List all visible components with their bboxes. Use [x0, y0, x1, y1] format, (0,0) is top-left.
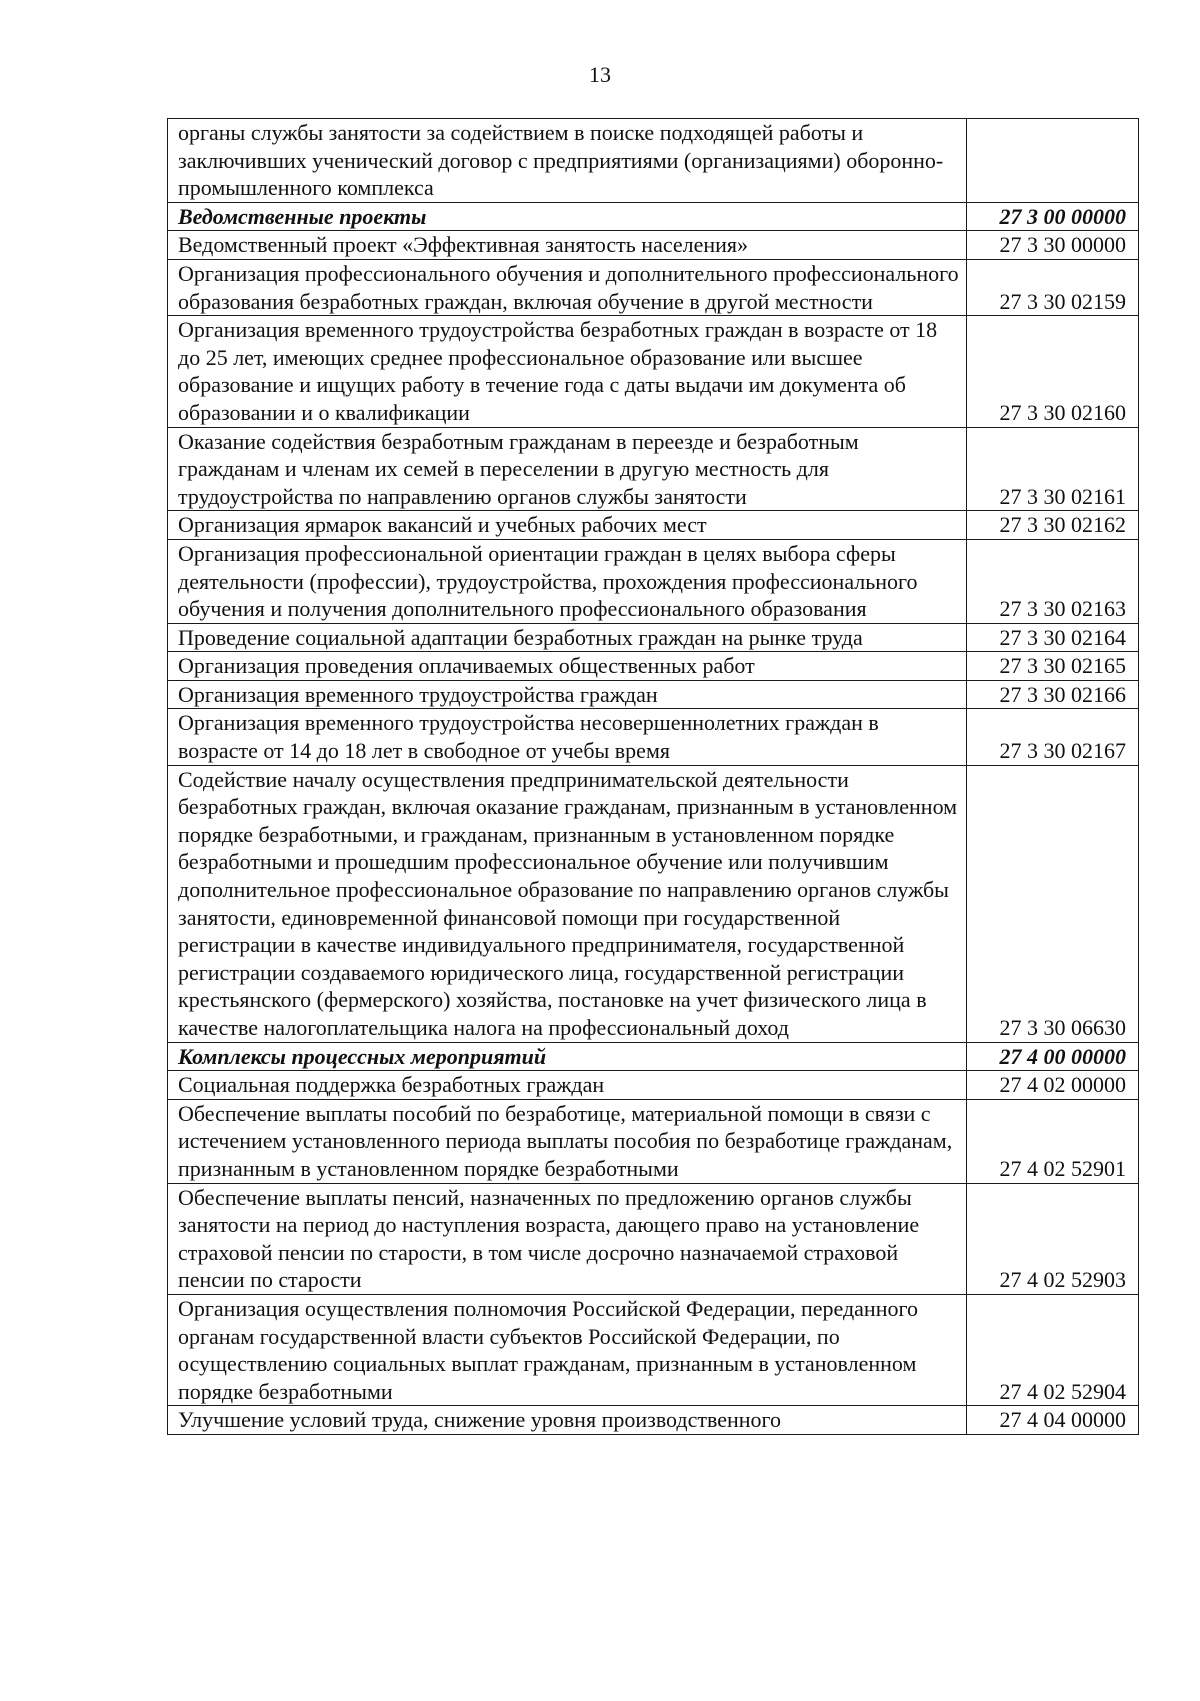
row-code: 27 4 02 52904: [967, 1294, 1139, 1405]
table-row: [168, 427, 1139, 511]
row-name: органы службы занятости за содействием в поиске подходящей работы и заключивших ученический договор с предприятиями (организациями) оборонно-промышленного комплекса: [168, 119, 967, 203]
row-name: Проведение социальной адаптации безработных граждан на рынке труда: [168, 623, 967, 652]
row-code: 27 3 30 02162: [967, 511, 1139, 540]
row-code: 27 4 02 00000: [967, 1071, 1139, 1100]
table-row: [168, 511, 1139, 540]
row-code: 27 3 30 00000: [967, 231, 1139, 260]
row-code: 27 3 00 00000: [967, 202, 1139, 231]
row-name: Организация ярмарок вакансий и учебных рабочих мест: [168, 511, 967, 540]
row-code: 27 3 30 02161: [967, 427, 1139, 511]
row-code: 27 3 30 02165: [967, 652, 1139, 681]
table-row: [168, 1099, 1139, 1183]
page-number: 13: [589, 62, 611, 87]
table-row: [168, 1183, 1139, 1294]
table-row: [168, 623, 1139, 652]
row-code: 27 3 30 02167: [967, 709, 1139, 765]
table-row: [168, 539, 1139, 623]
table-row: [168, 259, 1139, 315]
table-row: [168, 316, 1139, 427]
row-code: 27 4 02 52901: [967, 1099, 1139, 1183]
row-code: 27 4 00 00000: [967, 1042, 1139, 1071]
row-name: Организация профессионального обучения и дополнительного профессионального образования безработных граждан, включая обучение в другой местности: [168, 259, 967, 315]
row-name: Организация осуществления полномочия Российской Федерации, переданного органам государственной власти субъектов Российской Федерации, по осуществлению социальных выплат гражданам, признанным в установленном порядке безработными: [168, 1294, 967, 1405]
table-row: [168, 231, 1139, 260]
row-code: 27 3 30 02164: [967, 623, 1139, 652]
table-row: [168, 652, 1139, 681]
row-code: 27 3 30 02159: [967, 259, 1139, 315]
table-row: [168, 1294, 1139, 1405]
row-name: Улучшение условий труда, снижение уровня производственного: [168, 1406, 967, 1435]
row-name: Ведомственный проект «Эффективная занятость населения»: [168, 231, 967, 260]
row-name: Организация проведения оплачиваемых общественных работ: [168, 652, 967, 681]
row-code: [967, 119, 1139, 203]
row-name: Организация временного трудоустройства несовершеннолетних граждан в возрасте от 14 до 18 лет в свободное от учебы время: [168, 709, 967, 765]
row-name: Организация временного трудоустройства безработных граждан в возрасте от 18 до 25 лет, имеющих среднее профессиональное образование или высшее образование и ищущих работу в течение года с даты выдачи им документа об образовании и о квалификации: [168, 316, 967, 427]
section-heading-row: [168, 202, 1139, 231]
row-name: Содействие началу осуществления предпринимательской деятельности безработных граждан, включая оказание гражданам, признанным в установленном порядке безработными, и гражданам, признанным в установленном порядке безработными и прошедшим профессиональное обучение или получившим дополнительное профессиональное образование по направлению органов службы занятости, единовременной финансовой помощи при государственной регистрации в качестве индивидуального предпринимателя, государственной регистрации создаваемого юридического лица, государственной регистрации крестьянского (фермерского) хозяйства, постановке на учет физического лица в качестве налогоплательщика налога на профессиональный доход: [168, 765, 967, 1042]
row-code: 27 4 04 00000: [967, 1406, 1139, 1435]
table-row: [168, 1071, 1139, 1100]
row-name: Социальная поддержка безработных граждан: [168, 1071, 967, 1100]
table-body: [168, 119, 1139, 1435]
row-name: Ведомственные проекты: [168, 202, 967, 231]
row-code: 27 3 30 02163: [967, 539, 1139, 623]
table-row: [168, 1406, 1139, 1435]
row-code: 27 3 30 02160: [967, 316, 1139, 427]
section-heading-row: [168, 1042, 1139, 1071]
table-row: [168, 680, 1139, 709]
row-name: Организация временного трудоустройства граждан: [168, 680, 967, 709]
row-code: 27 3 30 06630: [967, 765, 1139, 1042]
row-name: Обеспечение выплаты пенсий, назначенных по предложению органов службы занятости на период до наступления возраста, дающего право на установление страховой пенсии по старости, в том числе досрочно назначаемой страховой пенсии по старости: [168, 1183, 967, 1294]
table-row: [168, 765, 1139, 1042]
row-name: Организация профессиональной ориентации граждан в целях выбора сферы деятельности (профессии), трудоустройства, прохождения профессионального обучения и получения дополнительного профессионального образования: [168, 539, 967, 623]
table-row: [168, 119, 1139, 203]
row-name: Обеспечение выплаты пособий по безработице, материальной помощи в связи с истечением установленного периода выплаты пособия по безработице гражданам, признанным в установленном порядке безработными: [168, 1099, 967, 1183]
budget-classification-table: [167, 118, 1139, 1435]
row-name: Комплексы процессных мероприятий: [168, 1042, 967, 1071]
table-row: [168, 709, 1139, 765]
row-name: Оказание содействия безработным гражданам в переезде и безработным гражданам и членам их семей в переселении в другую местность для трудоустройства по направлению органов службы занятости: [168, 427, 967, 511]
row-code: 27 3 30 02166: [967, 680, 1139, 709]
row-code: 27 4 02 52903: [967, 1183, 1139, 1294]
